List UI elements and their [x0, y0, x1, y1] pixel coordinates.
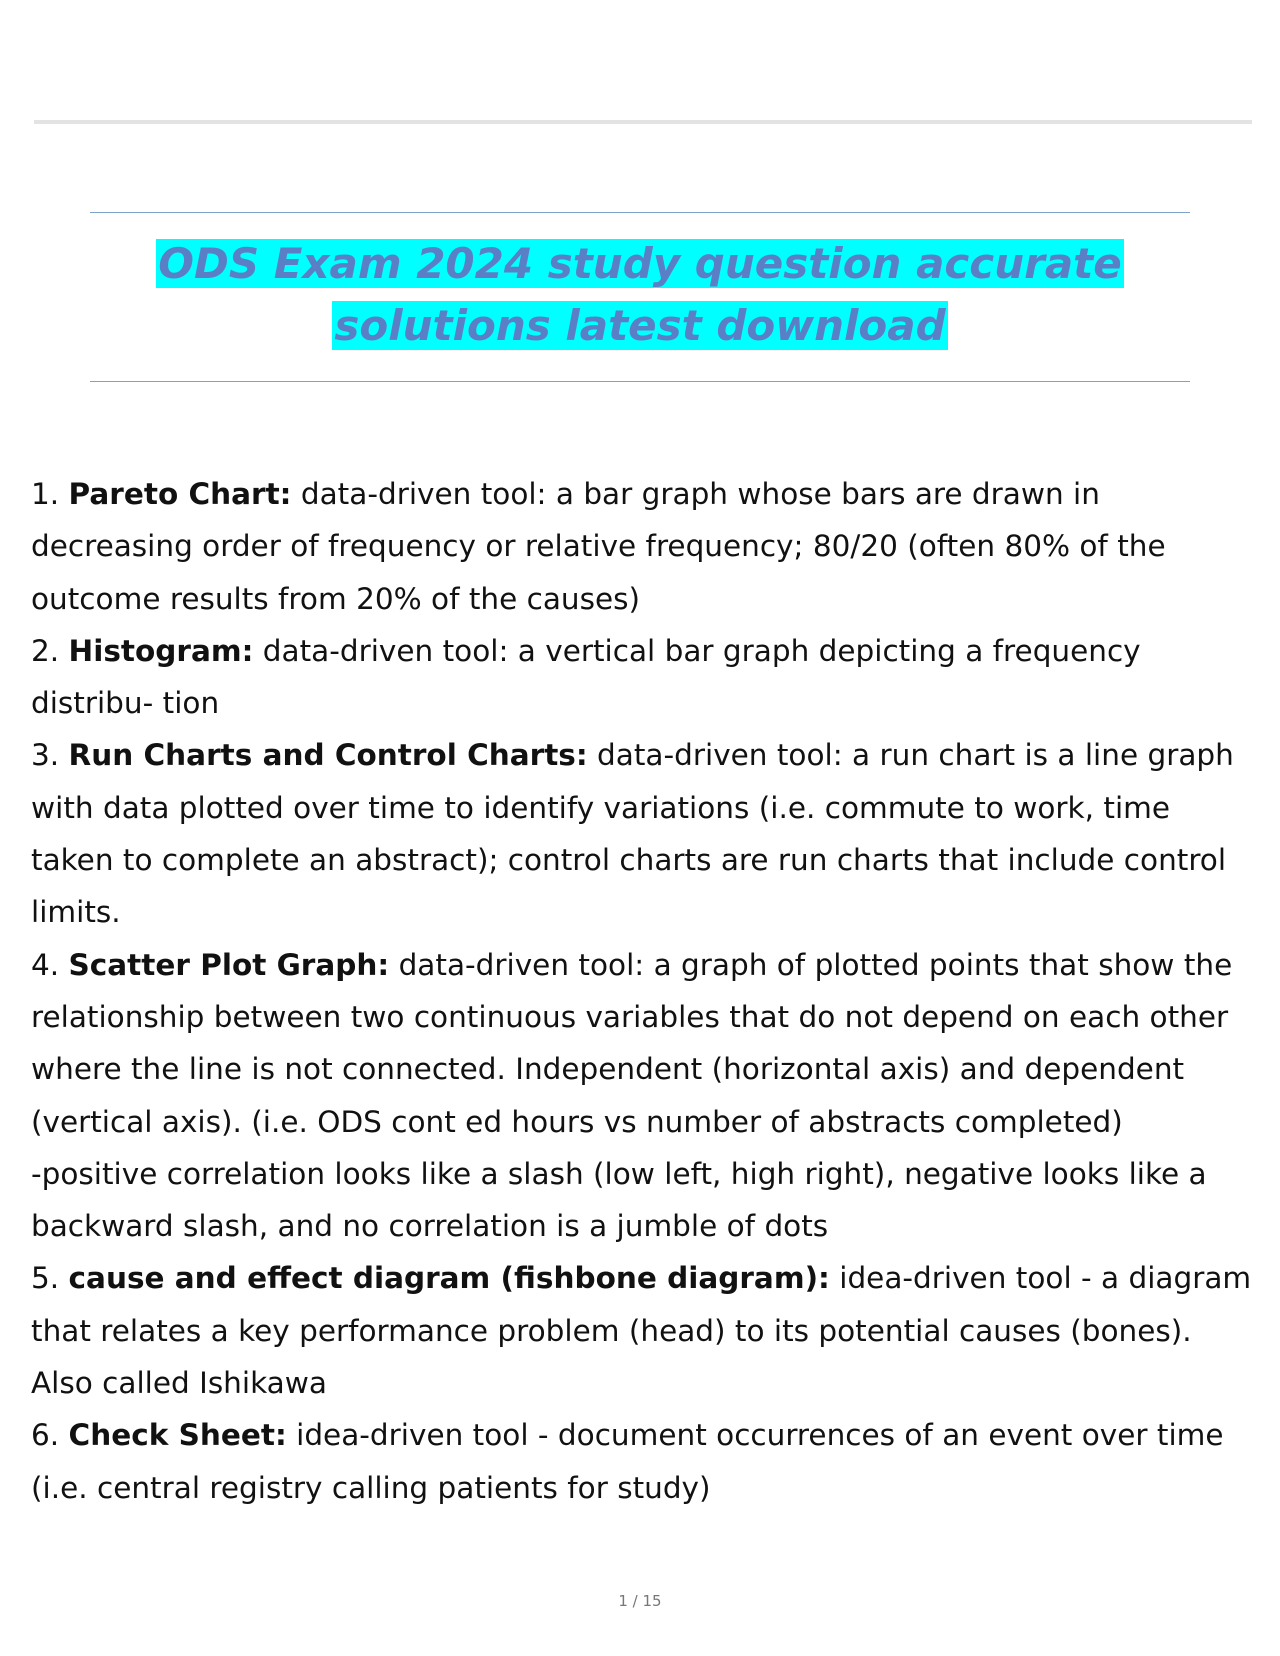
list-item	[31, 1252, 1256, 1409]
document-title	[90, 233, 1190, 357]
item-definition: idea-driven tool - document occurrences of an event over time (i.e. central registry calling patients for study)	[31, 1418, 1224, 1505]
title-block	[90, 212, 1190, 382]
page-number: 1 / 15	[618, 1592, 662, 1610]
item-term: Histogram:	[68, 633, 254, 668]
item-term: cause and effect diagram (fishbone diagram):	[68, 1261, 830, 1296]
item-number: 2.	[31, 633, 60, 668]
item-term: Check Sheet:	[68, 1418, 287, 1453]
list-item	[31, 729, 1256, 938]
item-definition: data-driven tool: a run chart is a line graph with data plotted over time to identify variations (i.e. commute to work, time taken to complete an abstract); control charts are run charts that include control limits.	[31, 738, 1234, 930]
list-item	[31, 939, 1256, 1148]
item-number: 6.	[31, 1418, 60, 1453]
item-number: 5.	[31, 1261, 60, 1296]
list-item	[31, 468, 1256, 625]
list-item-continuation	[31, 1148, 1256, 1253]
item-definition: -positive correlation looks like a slash (low left, high right), negative looks like a backward slash, and no correlation is a jumble of dots	[31, 1156, 1207, 1244]
document-title-text: ODS Exam 2024 study question accurate solutions latest download	[158, 239, 1122, 350]
item-number: 4.	[31, 947, 60, 982]
item-term: Run Charts and Control Charts:	[68, 738, 588, 773]
item-number: 3.	[31, 738, 60, 773]
item-number: 1.	[31, 477, 60, 511]
list-item	[31, 625, 1256, 730]
item-term: Pareto Chart:	[68, 477, 292, 511]
list-item	[31, 1409, 1256, 1514]
item-definition: data-driven tool: a vertical bar graph depicting a frequency distribu- tion	[31, 633, 1141, 721]
item-definition: data-driven tool: a bar graph whose bars are drawn in decreasing order of frequency or relative frequency; 80/20 (often 80% of the outcome results from 20% of the causes)	[31, 477, 1166, 616]
top-divider	[34, 120, 1252, 124]
document-body	[31, 468, 1256, 1514]
item-definition: data-driven tool: a graph of plotted points that show the relationship between two continuous variables that do not depend on each other where the line is not connected. Independent (horizontal axis) and dependent (vertical axis). (i.e. ODS cont ed hours vs number of abstracts completed)	[31, 947, 1233, 1139]
item-term: Scatter Plot Graph:	[68, 947, 390, 982]
item-definition: idea-driven tool - a diagram that relates a key performance problem (head) to its potential causes (bones). Also called Ishikawa	[31, 1261, 1252, 1401]
